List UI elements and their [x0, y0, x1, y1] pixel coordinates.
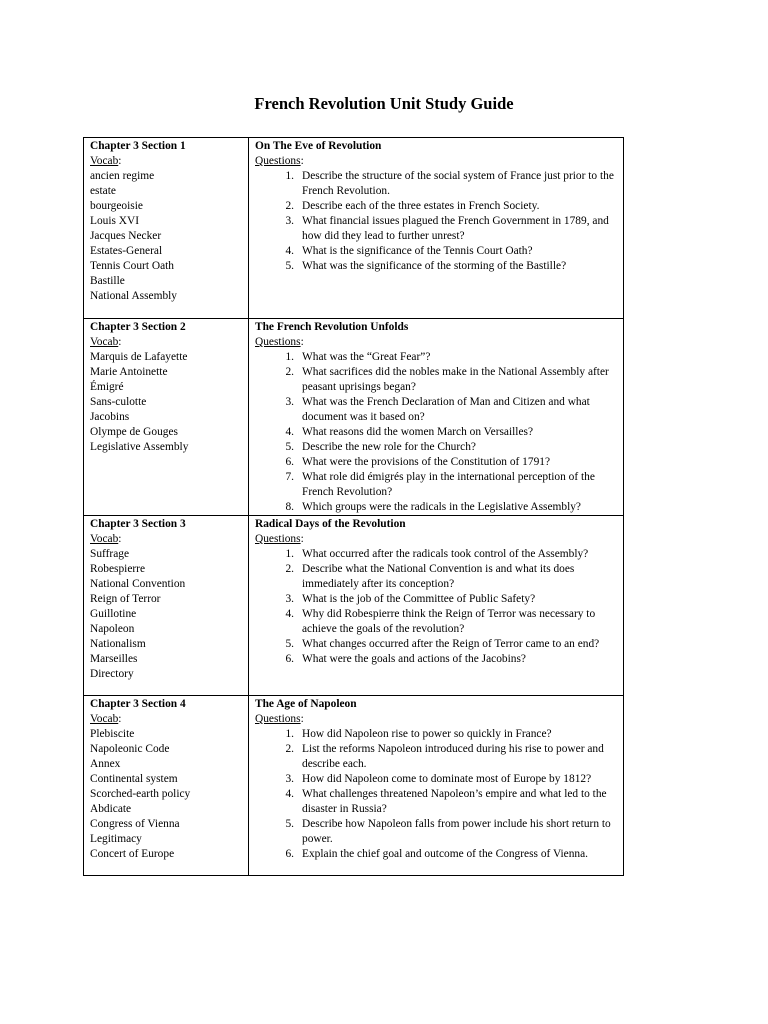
question-number: 6.: [285, 456, 294, 468]
question-item: [255, 787, 618, 817]
question-number: 3.: [285, 593, 294, 605]
section-title: Radical Days of the Revolution: [255, 518, 406, 530]
vocab-term: Suffrage: [90, 548, 130, 560]
question-number: 5.: [285, 441, 294, 453]
question-text: What sacrifices did the nobles make in the National Assembly after peasant uprisings began?: [302, 366, 609, 393]
questions-cell: [249, 516, 624, 696]
vocab-term: Abdicate: [90, 803, 132, 815]
vocab-label-line: Vocab:: [90, 713, 122, 725]
section-title: On The Eve of Revolution: [255, 140, 382, 152]
vocab-term: Legitimacy: [90, 833, 142, 845]
chapter-heading: Chapter 3 Section 3: [90, 518, 186, 530]
question-number: 3.: [285, 215, 294, 227]
question-item: [255, 652, 618, 667]
chapter-heading: Chapter 3 Section 2: [90, 321, 186, 333]
question-item: [255, 562, 618, 592]
question-text: List the reforms Napoleon introduced during his rise to power and describe each.: [302, 743, 604, 770]
vocab-term: bourgeoisie: [90, 200, 143, 212]
question-item: [255, 817, 618, 847]
vocab-term: Louis XVI: [90, 215, 140, 227]
question-item: [255, 365, 618, 395]
question-item: [255, 350, 618, 365]
vocab-term: Marquis de Lafayette: [90, 351, 188, 363]
question-item: [255, 742, 618, 772]
question-text: Describe each of the three estates in French Society.: [302, 200, 540, 212]
questions-label: Questions: [255, 713, 301, 725]
vocab-term: estate: [90, 185, 116, 197]
question-item: [255, 214, 618, 244]
vocab-term: Olympe de Gouges: [90, 426, 178, 438]
vocab-term: Estates-General: [90, 245, 163, 257]
vocab-term: Annex: [90, 758, 121, 770]
question-item: [255, 547, 618, 562]
question-list: [255, 169, 618, 274]
vocab-label: Vocab: [90, 713, 119, 725]
question-item: [255, 244, 618, 259]
question-text: What financial issues plagued the French Government in 1789, and how did they lead to further unrest?: [302, 215, 609, 242]
question-number: 5.: [285, 260, 294, 272]
vocab-term: National Convention: [90, 578, 186, 590]
vocab-term: Congress of Vienna: [90, 818, 180, 830]
question-item: [255, 772, 618, 787]
vocab-cell: [84, 696, 249, 876]
question-text: What role did émigrés play in the international perception of the French Revolution?: [302, 471, 595, 498]
vocab-term: Tennis Court Oath: [90, 260, 174, 272]
question-item: [255, 470, 618, 500]
vocab-term: Jacques Necker: [90, 230, 162, 242]
vocab-term: Jacobins: [90, 411, 130, 423]
vocab-term: ancien regime: [90, 170, 155, 182]
question-number: 1.: [285, 548, 294, 560]
question-text: How did Napoleon rise to power so quickly in France?: [302, 728, 552, 740]
section-row: [84, 696, 624, 876]
questions-label: Questions: [255, 533, 301, 545]
question-text: What changes occurred after the Reign of Terror came to an end?: [302, 638, 600, 650]
vocab-term: Sans-culotte: [90, 396, 147, 408]
question-text: What reasons did the women March on Versailles?: [302, 426, 534, 438]
question-text: What occurred after the radicals took control of the Assembly?: [302, 548, 589, 560]
question-text: Explain the chief goal and outcome of the Congress of Vienna.: [302, 848, 589, 860]
question-number: 2.: [285, 366, 294, 378]
question-item: [255, 637, 618, 652]
questions-label: Questions: [255, 155, 301, 167]
vocab-term: Scorched-earth policy: [90, 788, 191, 800]
question-text: Describe how Napoleon falls from power include his short return to power.: [302, 818, 611, 845]
section-row: [84, 138, 624, 319]
question-number: 7.: [285, 471, 294, 483]
question-item: [255, 847, 618, 862]
vocab-label: Vocab: [90, 533, 119, 545]
question-number: 4.: [285, 245, 294, 257]
questions-cell: [249, 696, 624, 876]
question-text: What challenges threatened Napoleon’s empire and what led to the disaster in Russia?: [302, 788, 607, 815]
question-text: Describe the structure of the social system of France just prior to the French Revolution.: [302, 170, 614, 197]
question-item: [255, 455, 618, 470]
question-item: [255, 395, 618, 425]
question-number: 3.: [285, 773, 294, 785]
questions-cell: [249, 319, 624, 516]
vocab-term: Legislative Assembly: [90, 441, 189, 453]
section-title: The French Revolution Unfolds: [255, 321, 409, 333]
question-text: What was the French Declaration of Man and Citizen and what document was it based on?: [302, 396, 590, 423]
question-number: 8.: [285, 501, 294, 513]
vocab-label: Vocab: [90, 336, 119, 348]
question-item: [255, 592, 618, 607]
questions-cell: [249, 138, 624, 319]
question-number: 5.: [285, 818, 294, 830]
question-text: Why did Robespierre think the Reign of Terror was necessary to achieve the goals of the revolution?: [302, 608, 596, 635]
vocab-term: Marseilles: [90, 653, 138, 665]
section-row: [84, 319, 624, 516]
question-text: What were the goals and actions of the Jacobins?: [302, 653, 526, 665]
question-number: 1.: [285, 351, 294, 363]
question-number: 4.: [285, 608, 294, 620]
question-text: Describe what the National Convention is and what its does immediately after its conception?: [302, 563, 575, 590]
questions-label-line: Questions:: [255, 533, 304, 545]
question-item: [255, 727, 618, 742]
question-number: 1.: [285, 170, 294, 182]
question-item: [255, 500, 618, 515]
question-number: 1.: [285, 728, 294, 740]
question-text: What was the significance of the storming of the Bastille?: [302, 260, 567, 272]
document-title: French Revolution Unit Study Guide: [254, 94, 514, 113]
question-number: 6.: [285, 653, 294, 665]
vocab-term: Robespierre: [90, 563, 146, 575]
questions-label-line: Questions:: [255, 155, 304, 167]
vocab-term: Plebiscite: [90, 728, 135, 740]
question-text: Describe the new role for the Church?: [302, 441, 476, 453]
question-item: [255, 259, 618, 274]
study-guide-table: [83, 137, 624, 876]
vocab-label-line: Vocab:: [90, 533, 122, 545]
vocab-cell: [84, 319, 249, 516]
question-number: 6.: [285, 848, 294, 860]
question-item: [255, 169, 618, 199]
question-item: [255, 440, 618, 455]
vocab-cell: [84, 516, 249, 696]
question-number: 4.: [285, 426, 294, 438]
question-item: [255, 607, 618, 637]
question-number: 2.: [285, 200, 294, 212]
vocab-term: Guillotine: [90, 608, 137, 620]
vocab-cell: [84, 138, 249, 319]
question-text: What is the significance of the Tennis Court Oath?: [302, 245, 533, 257]
vocab-term: Napoleon: [90, 623, 135, 635]
vocab-term: Bastille: [90, 275, 125, 287]
chapter-heading: Chapter 3 Section 1: [90, 140, 186, 152]
question-number: 3.: [285, 396, 294, 408]
section-title: The Age of Napoleon: [255, 698, 357, 710]
questions-label: Questions: [255, 336, 301, 348]
chapter-heading: Chapter 3 Section 4: [90, 698, 186, 710]
vocab-term: Continental system: [90, 773, 178, 785]
section-row: [84, 516, 624, 696]
question-list: [255, 350, 618, 515]
vocab-term: Reign of Terror: [90, 593, 161, 605]
question-text: What is the job of the Committee of Public Safety?: [302, 593, 536, 605]
questions-label-line: Questions:: [255, 336, 304, 348]
vocab-term: National Assembly: [90, 290, 178, 302]
question-number: 4.: [285, 788, 294, 800]
question-text: What were the provisions of the Constitution of 1791?: [302, 456, 551, 468]
vocab-term: Concert of Europe: [90, 848, 175, 860]
question-text: What was the “Great Fear”?: [302, 351, 431, 363]
question-text: How did Napoleon come to dominate most of Europe by 1812?: [302, 773, 592, 785]
vocab-label-line: Vocab:: [90, 155, 122, 167]
question-list: [255, 547, 618, 667]
questions-label-line: Questions:: [255, 713, 304, 725]
question-item: [255, 425, 618, 440]
question-number: 5.: [285, 638, 294, 650]
vocab-term: Directory: [90, 668, 134, 680]
question-number: 2.: [285, 563, 294, 575]
question-item: [255, 199, 618, 214]
question-text: Which groups were the radicals in the Legislative Assembly?: [302, 501, 581, 513]
vocab-label-line: Vocab:: [90, 336, 122, 348]
vocab-term: Marie Antoinette: [90, 366, 168, 378]
vocab-label: Vocab: [90, 155, 119, 167]
question-list: [255, 727, 618, 862]
vocab-term: Émigré: [90, 381, 124, 393]
question-number: 2.: [285, 743, 294, 755]
vocab-term: Nationalism: [90, 638, 146, 650]
vocab-term: Napoleonic Code: [90, 743, 170, 755]
